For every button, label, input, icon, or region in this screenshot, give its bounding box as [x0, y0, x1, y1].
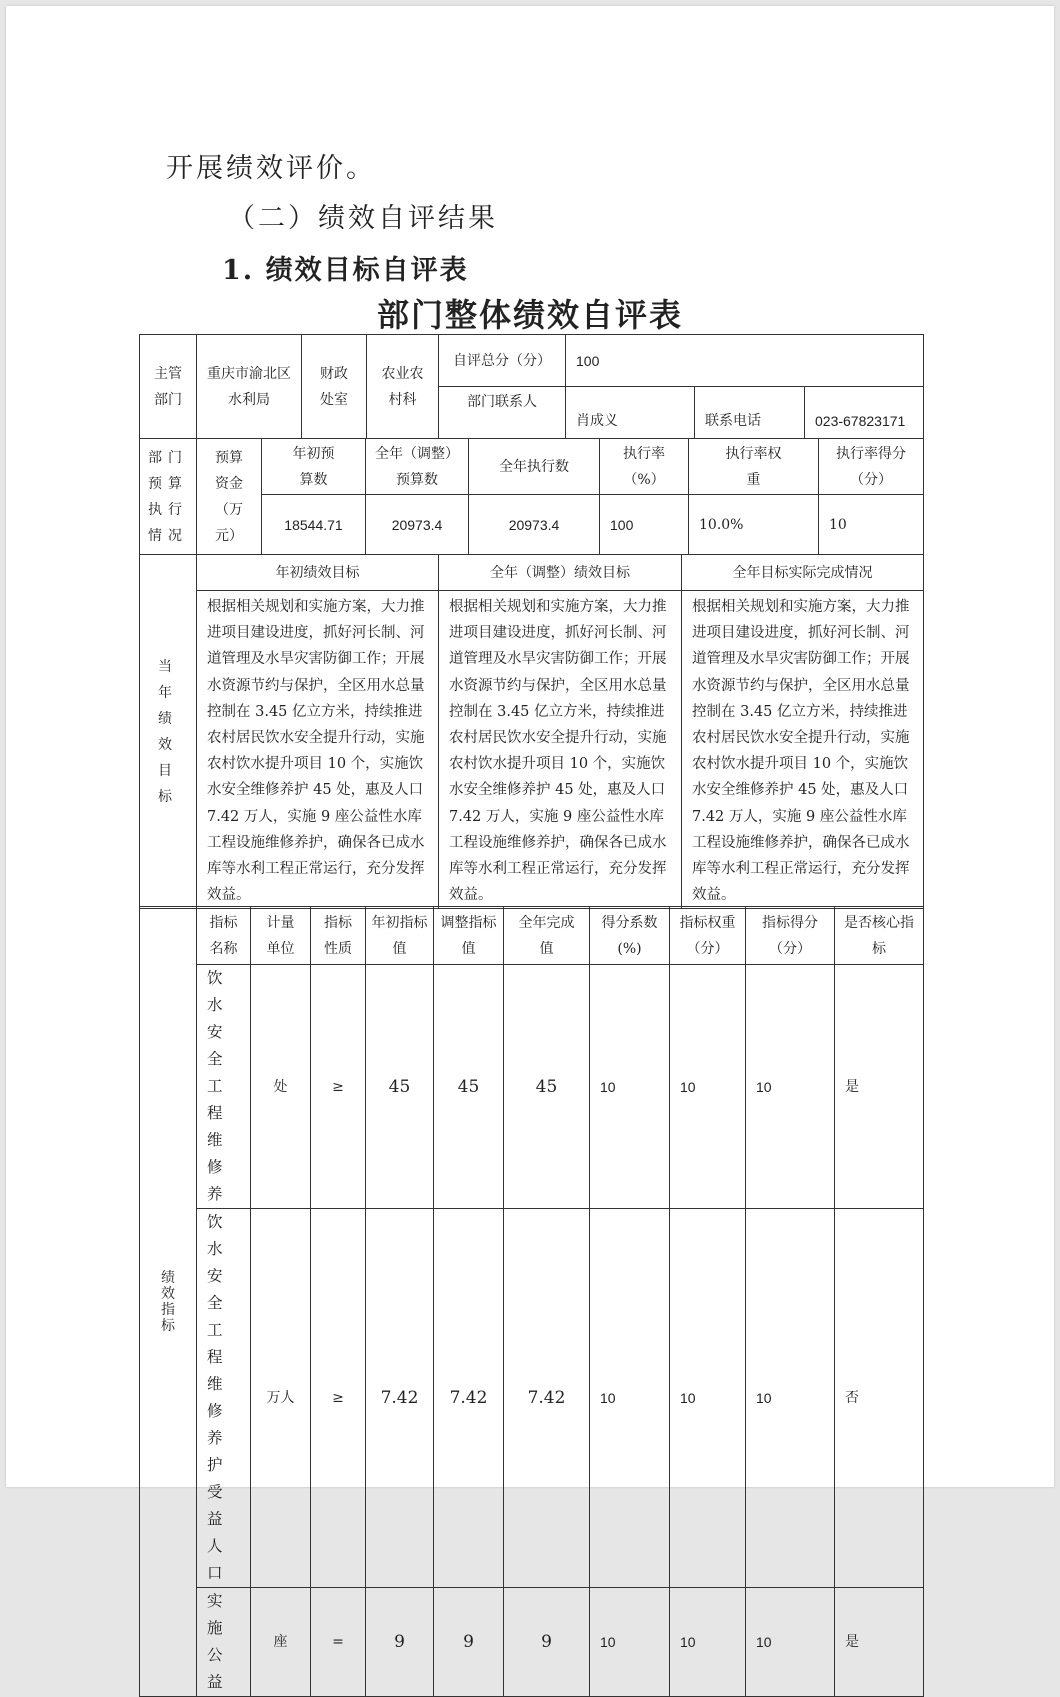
indicator-core: 是 [835, 1588, 924, 1697]
col-initial-goal: 年初绩效目标 [197, 555, 439, 591]
phone-value: 023-67823171 [805, 387, 924, 439]
fund-label: 预算资金（万元） [197, 439, 262, 555]
indicator-coef: 10 [590, 965, 670, 1209]
score-label: 自评总分（分） [439, 335, 566, 387]
ind-header-5: 全年完成值 [504, 907, 590, 965]
indicator-name: 饮水安全工程维修养 [197, 965, 251, 1209]
header-table [139, 334, 924, 439]
indicator-unit: 处 [251, 965, 311, 1209]
indicator-nature: ≥ [311, 1209, 366, 1588]
indicator-weight: 10 [670, 1209, 746, 1588]
contact-value: 肖成义 [566, 387, 695, 439]
adjusted-goal-text: 根据相关规划和实施方案，大力推进项目建设进度，抓好河长制、河道管理及水旱灾害防御工作；开展水资源节约与保护，全区用水总量控制在 3.45 亿立方米，持续推进农村居民饮水安全提升行动，实施农村饮水提升项目 10 个，实施饮水安全维修养护 45 处，惠及人口 7.42 万人，实施 9 座公益性水库工程设施维修养护，确保各已成水库等水利工程正常运行，充分发挥效益。 [439, 591, 682, 909]
indicator-adjusted: 45 [434, 965, 504, 1209]
indicators-section-label: 绩效指标 [140, 907, 197, 1697]
col-score: 执行率得分（分） [819, 439, 924, 495]
budget-section-label: 部门预算执行情况 [140, 439, 197, 555]
table-title: 部门整体绩效自评表 [376, 296, 683, 334]
indicator-actual: 7.42 [504, 1209, 590, 1588]
ind-header-1: 计量单位 [251, 907, 311, 965]
indicator-initial: 9 [366, 1588, 434, 1697]
table-row [140, 1588, 924, 1697]
initial-goal-text: 根据相关规划和实施方案，大力推进项目建设进度，抓好河长制、河道管理及水旱灾害防御工作；开展水资源节约与保护，全区用水总量控制在 3.45 亿立方米，持续推进农村居民饮水安全提升行动，实施农村饮水提升项目 10 个，实施饮水安全维修养护 45 处，惠及人口 7.42 万人，实施 9 座公益性水库工程设施维修养护，确保各已成水库等水利工程正常运行，充分发挥效益。 [197, 591, 439, 909]
document-page [6, 6, 1054, 1691]
ind-header-9: 是否核心指标 [835, 907, 924, 965]
indicator-name: 实施公益 [197, 1588, 251, 1697]
col-executed: 全年执行数 [469, 439, 600, 495]
indicator-coef: 10 [590, 1588, 670, 1697]
initial-budget-value: 18544.71 [262, 495, 366, 555]
indicator-name: 饮水安全工程维修养护受益人口 [197, 1209, 251, 1588]
table-row [140, 965, 924, 1209]
indicator-unit: 座 [251, 1588, 311, 1697]
ind-header-8: 指标得分（分） [746, 907, 835, 965]
indicator-initial: 7.42 [366, 1209, 434, 1588]
contact-label: 部门联系人 [439, 387, 566, 439]
indicator-score: 10 [746, 1209, 835, 1588]
goals-table [139, 554, 924, 909]
score-value: 100 [566, 335, 924, 387]
executed-value: 20973.4 [469, 495, 600, 555]
col-adjusted-goal: 全年（调整）绩效目标 [439, 555, 682, 591]
indicator-score: 10 [746, 965, 835, 1209]
goals-section-label: 当年绩效目标 [140, 555, 197, 909]
phone-label: 联系电话 [695, 387, 805, 439]
col-adjusted-budget: 全年（调整）预算数 [366, 439, 469, 495]
indicator-adjusted: 9 [434, 1588, 504, 1697]
indicator-weight: 10 [670, 965, 746, 1209]
subsection-heading: 1. 绩效目标自评表 [222, 255, 469, 286]
indicator-unit: 万人 [251, 1209, 311, 1588]
section-heading: （二）绩效自评结果 [228, 203, 498, 234]
adjusted-budget-value: 20973.4 [366, 495, 469, 555]
score-value-budget: 10 [819, 495, 924, 555]
col-weight: 执行率权重 [689, 439, 819, 495]
col-initial-budget: 年初预算数 [262, 439, 366, 495]
budget-table [139, 438, 924, 555]
dept-label: 主管部门 [140, 335, 197, 439]
indicator-actual: 45 [504, 965, 590, 1209]
indicator-nature: = [311, 1588, 366, 1697]
indicator-nature: ≥ [311, 965, 366, 1209]
ind-header-0: 指标名称 [197, 907, 251, 965]
ind-header-2: 指标性质 [311, 907, 366, 965]
ind-header-3: 年初指标值 [366, 907, 434, 965]
indicator-coef: 10 [590, 1209, 670, 1588]
col-rate: 执行率（%） [600, 439, 689, 495]
indicator-adjusted: 7.42 [434, 1209, 504, 1588]
actual-goal-text: 根据相关规划和实施方案，大力推进项目建设进度，抓好河长制、河道管理及水旱灾害防御工作；开展水资源节约与保护，全区用水总量控制在 3.45 亿立方米，持续推进农村居民饮水安全提升行动，实施农村饮水提升项目 10 个，实施饮水安全维修养护 45 处，惠及人口 7.42 万人，实施 9 座公益性水库工程设施维修养护，确保各已成水库等水利工程正常运行，充分发挥效益。 [682, 591, 924, 909]
weight-value: 10.0% [689, 495, 819, 555]
ind-header-6: 得分系数(%) [590, 907, 670, 965]
indicator-weight: 10 [670, 1588, 746, 1697]
indicator-core: 是 [835, 965, 924, 1209]
indicator-actual: 9 [504, 1588, 590, 1697]
indicator-core: 否 [835, 1209, 924, 1588]
indicators-table [139, 906, 924, 1697]
rate-value: 100 [600, 495, 689, 555]
col-actual-goal: 全年目标实际完成情况 [682, 555, 924, 591]
office-value: 农业农村科 [367, 335, 439, 439]
office-label: 财政处室 [302, 335, 367, 439]
indicator-score: 10 [746, 1588, 835, 1697]
indicator-initial: 45 [366, 965, 434, 1209]
ind-header-4: 调整指标值 [434, 907, 504, 965]
table-row [140, 1209, 924, 1588]
intro-line-1: 开展绩效评价。 [166, 153, 376, 184]
ind-header-7: 指标权重（分） [670, 907, 746, 965]
dept-value: 重庆市渝北区水利局 [197, 335, 302, 439]
